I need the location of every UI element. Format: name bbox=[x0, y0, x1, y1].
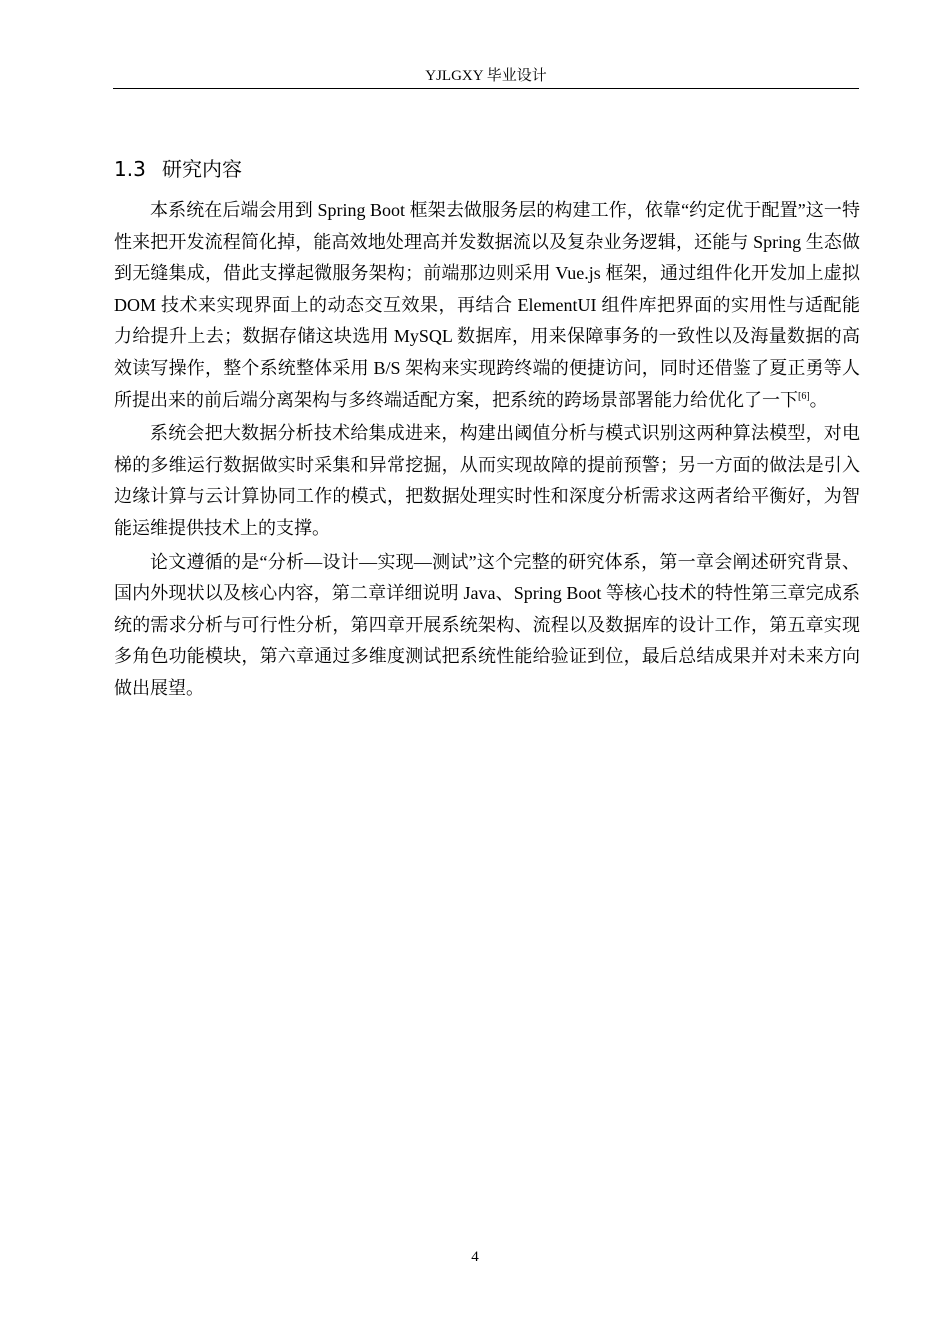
paragraph-1 bbox=[114, 195, 860, 416]
header-rule bbox=[113, 88, 859, 89]
paragraph-1-text: 本系统在后端会用到 Spring Boot 框架去做服务层的构建工作，依靠“约定优于配置”这一特性来把开发流程简化掉，能高效地处理高并发数据流以及复杂业务逻辑，还能与 Spring 生态做到无缝集成，借此支撑起微服务架构；前端那边则采用 Vue.js 框架，通过组件化开发加上虚拟 DOM 技术来实现界面上的动态交互效果，再结合 ElementUI 组件库把界面的实用性与适配能力给提升上去；数据存储这块选用 MySQL 数据库，用来保障事务的一致性以及海量数据的高效读写操作，整个系统整体采用 B/S 架构来实现跨终端的便捷访问，同时还借鉴了夏正勇等人所提出来的前后端分离架构与多终端适配方案，把系统的跨场景部署能力给优化了一下 bbox=[114, 200, 860, 410]
paragraph-3: 论文遵循的是“分析—设计—实现—测试”这个完整的研究体系，第一章会阐述研究背景、国内外现状以及核心内容，第二章详细说明 Java、Spring Boot 等核心技术的特性第三章完成系统的需求分析与可行性分析，第四章开展系统架构、流程以及数据库的设计工作，第五章实现多角色功能模块，第六章通过多维度测试把系统性能给验证到位，最后总结成果并对未来方向做出展望。 bbox=[114, 551, 860, 698]
section-title: 研究内容 bbox=[162, 157, 242, 181]
page-header: YJLGXY 毕业设计 bbox=[425, 68, 547, 84]
page-number: 4 bbox=[471, 1249, 479, 1265]
paragraph-1-end: 。 bbox=[809, 389, 828, 410]
section-heading bbox=[114, 155, 242, 183]
body-text bbox=[114, 195, 860, 707]
paragraph-2: 系统会把大数据分析技术给集成进来，构建出阈值分析与模式识别这两种算法模型，对电梯的多维运行数据做实时采集和异常挖掘，从而实现故障的提前预警；另一方面的做法是引入边缘计算与云计算协同工作的模式，把数据处理实时性和深度分析需求这两者给平衡好，为智能运维提供技术上的支撑。 bbox=[114, 423, 860, 538]
citation-6: [6] bbox=[798, 390, 810, 402]
section-number: 1.3 bbox=[114, 157, 146, 181]
